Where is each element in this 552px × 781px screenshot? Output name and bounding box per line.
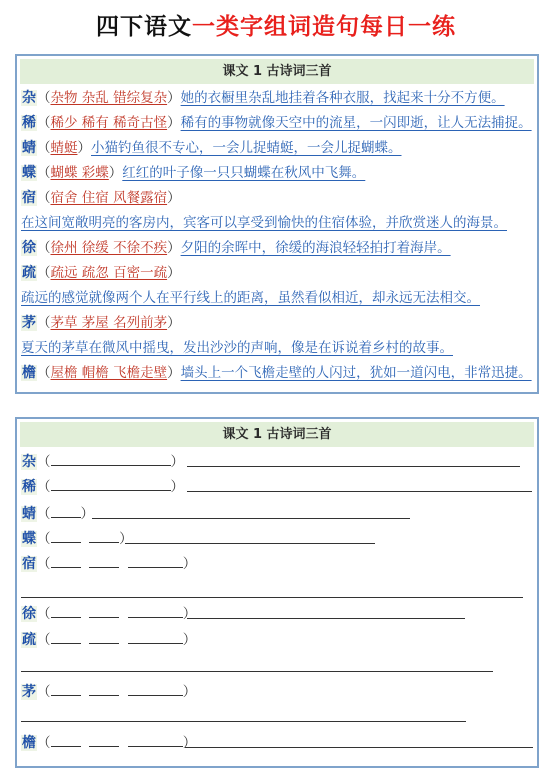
practice-char: 宿 xyxy=(22,556,36,572)
entry-sentence: 夏天的茅草在微风中摇曳，发出沙沙的声响，像是在诉说着乡村的故事。 xyxy=(21,340,453,356)
entry-sentence-line xyxy=(21,288,535,309)
sentence-blank[interactable] xyxy=(187,466,520,467)
word-blank[interactable] xyxy=(51,629,81,644)
entry-char: 茅 xyxy=(22,315,36,331)
practice-row xyxy=(21,629,196,649)
entry-char: 宿 xyxy=(22,190,36,206)
close-paren: ） xyxy=(119,531,133,547)
entry-char: 檐 xyxy=(22,365,36,381)
open-paren: （ xyxy=(37,240,51,256)
word-blank[interactable] xyxy=(89,732,119,747)
open-paren: （ xyxy=(37,265,51,281)
entry-char: 疏 xyxy=(22,265,36,281)
practice-row xyxy=(21,603,196,623)
entry-sentence: 疏远的感觉就像两个人在平行线上的距离，虽然看似相近，却永远无法相交。 xyxy=(21,290,480,306)
word-blank[interactable] xyxy=(51,681,81,696)
open-paren: （ xyxy=(37,454,51,470)
entry-row xyxy=(21,313,535,334)
close-paren: ） xyxy=(182,632,197,648)
practice-char: 蜻 xyxy=(22,506,36,522)
entry-row xyxy=(21,238,535,259)
entry-sentence: 她的衣橱里杂乱地挂着各种衣服，找起来十分不方便。 xyxy=(180,90,505,106)
entry-row xyxy=(21,363,535,384)
practice-row xyxy=(21,681,196,701)
close-paren: ） xyxy=(167,90,181,106)
entry-sentence-line xyxy=(21,338,535,359)
entry-words: 徐州 徐缓 不徐不疾 xyxy=(50,240,168,256)
entry-sentence: 在这间宽敞明亮的客房内，宾客可以享受到愉快的住宿体验，并欣赏迷人的海景。 xyxy=(21,215,507,231)
word-blank[interactable] xyxy=(51,503,81,518)
sentence-blank[interactable] xyxy=(21,597,523,598)
lesson-header: 课文 1 古诗词三首 xyxy=(20,422,534,447)
open-paren: （ xyxy=(37,90,51,106)
close-paren: ） xyxy=(182,556,197,572)
entry-sentence: 稀有的事物就像天空中的流星，一闪即逝，让人无法捕捉。 xyxy=(180,115,532,131)
practice-row xyxy=(21,451,184,471)
entry-words: 蝴蝶 彩蝶 xyxy=(50,165,109,181)
practice-row xyxy=(21,503,94,523)
close-paren: ） xyxy=(167,115,181,131)
open-paren: （ xyxy=(37,735,51,751)
open-paren: （ xyxy=(37,365,51,381)
entry-char: 蜻 xyxy=(22,140,36,156)
entry-words: 屋檐 帽檐 飞檐走壁 xyxy=(50,365,168,381)
close-paren: ） xyxy=(167,265,181,281)
sentence-blank[interactable] xyxy=(92,518,410,519)
word-blank[interactable] xyxy=(51,451,171,466)
close-paren: ） xyxy=(182,735,197,751)
open-paren: （ xyxy=(37,606,51,622)
open-paren: （ xyxy=(37,506,51,522)
entry-row xyxy=(21,188,535,209)
entry-row xyxy=(21,88,535,109)
word-blank[interactable] xyxy=(89,528,119,543)
entry-char: 徐 xyxy=(22,240,36,256)
close-paren: ） xyxy=(167,190,181,206)
close-paren: ） xyxy=(167,365,181,381)
sentence-blank[interactable] xyxy=(187,618,465,619)
open-paren: （ xyxy=(37,315,51,331)
entry-words: 疏远 疏忽 百密一疏 xyxy=(50,265,168,281)
entry-words: 茅草 茅屋 名列前茅 xyxy=(50,315,168,331)
sentence-blank[interactable] xyxy=(21,671,493,672)
close-paren: ） xyxy=(167,315,181,331)
open-paren: （ xyxy=(37,479,51,495)
open-paren: （ xyxy=(37,531,51,547)
word-blank[interactable] xyxy=(128,629,183,644)
sentence-blank[interactable] xyxy=(125,543,375,544)
open-paren: （ xyxy=(37,684,51,700)
word-blank[interactable] xyxy=(51,528,81,543)
close-paren: ） xyxy=(108,165,123,181)
close-paren: ） xyxy=(80,506,94,522)
word-blank[interactable] xyxy=(89,629,119,644)
practice-row xyxy=(21,553,196,573)
entry-sentence: 墙头上一个飞檐走壁的人闪过，犹如一道闪电，非常迅捷。 xyxy=(180,365,532,381)
word-blank[interactable] xyxy=(51,553,81,568)
word-blank[interactable] xyxy=(128,681,183,696)
title-prefix: 四下语文 xyxy=(96,14,192,40)
open-paren: （ xyxy=(37,115,51,131)
open-paren: （ xyxy=(37,165,51,181)
lesson-header: 课文 1 古诗词三首 xyxy=(20,59,534,84)
sentence-blank[interactable] xyxy=(21,721,466,722)
word-blank[interactable] xyxy=(51,476,171,491)
page-title xyxy=(0,8,552,41)
close-paren: ） xyxy=(170,479,184,495)
open-paren: （ xyxy=(37,190,51,206)
word-blank[interactable] xyxy=(51,603,81,618)
practice-char: 稀 xyxy=(22,479,36,495)
open-paren: （ xyxy=(37,140,51,156)
practice-char: 茅 xyxy=(22,684,36,700)
practice-char: 徐 xyxy=(22,606,36,622)
entry-char: 蝶 xyxy=(22,165,36,181)
close-paren: ） xyxy=(77,140,91,156)
entry-char: 稀 xyxy=(22,115,36,131)
practice-char: 疏 xyxy=(22,632,36,648)
close-paren: ） xyxy=(182,606,197,622)
entry-sentence: 夕阳的余晖中，徐缓的海浪轻轻拍打着海岸。 xyxy=(180,240,451,256)
entry-row xyxy=(21,138,535,159)
close-paren: ） xyxy=(170,454,184,470)
word-blank[interactable] xyxy=(89,553,119,568)
practice-row xyxy=(21,476,184,496)
practice-row xyxy=(21,528,133,548)
entry-words: 宿舍 住宿 风餐露宿 xyxy=(50,190,168,206)
open-paren: （ xyxy=(37,632,51,648)
entry-sentence-line xyxy=(21,213,535,234)
entry-words: 蜻蜓 xyxy=(50,140,78,156)
word-blank[interactable] xyxy=(128,603,183,618)
close-paren: ） xyxy=(167,240,181,256)
word-blank[interactable] xyxy=(128,553,183,568)
title-main: 一类字组词造句每日一练 xyxy=(192,14,456,40)
sentence-blank[interactable] xyxy=(187,491,532,492)
entry-sentence: 小猫钓鱼很不专心，一会儿捉蜻蜓，一会儿捉蝴蝶。 xyxy=(91,140,402,156)
practice-panel xyxy=(15,417,539,768)
answer-panel xyxy=(15,54,539,394)
practice-row xyxy=(21,732,196,752)
entry-char: 杂 xyxy=(22,90,36,106)
open-paren: （ xyxy=(37,556,51,572)
word-blank[interactable] xyxy=(89,603,119,618)
practice-char: 檐 xyxy=(22,735,36,751)
entry-sentence: 红红的叶子像一只只蝴蝶在秋风中飞舞。 xyxy=(122,165,366,181)
practice-char: 杂 xyxy=(22,454,36,470)
entry-row xyxy=(21,163,535,184)
entry-row xyxy=(21,263,535,284)
practice-char: 蝶 xyxy=(22,531,36,547)
sentence-blank[interactable] xyxy=(185,747,533,748)
word-blank[interactable] xyxy=(128,732,183,747)
word-blank[interactable] xyxy=(89,681,119,696)
word-blank[interactable] xyxy=(51,732,81,747)
entry-row xyxy=(21,113,535,134)
close-paren: ） xyxy=(182,684,197,700)
entry-words: 稀少 稀有 稀奇古怪 xyxy=(50,115,168,131)
entry-words: 杂物 杂乱 错综复杂 xyxy=(50,90,168,106)
